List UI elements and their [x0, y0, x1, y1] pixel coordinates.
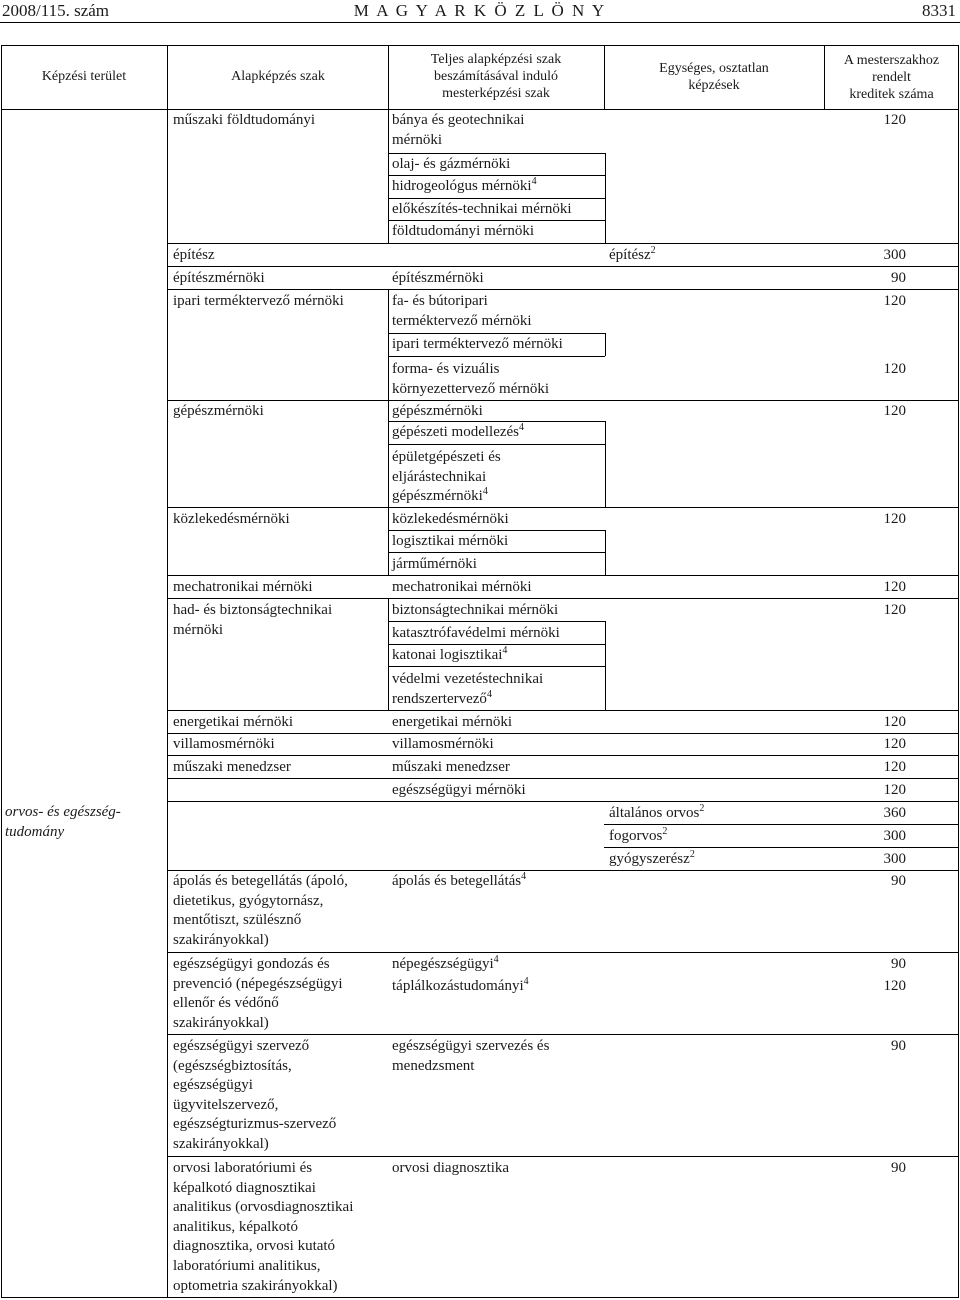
basic-program [173, 1277, 338, 1297]
masters-program [392, 402, 483, 422]
basic-program [173, 975, 343, 995]
row-rule [388, 198, 605, 199]
masters-program-text: biztonságtechnikai mérnöki [392, 602, 559, 618]
masters-program [392, 448, 501, 468]
masters-program-text: forma- és vizuális [392, 361, 500, 377]
masters-program-text: járműmérnöki [392, 556, 477, 572]
basic-program-text: laboratóriumi analitikus, [173, 1258, 321, 1274]
row-rule [168, 870, 958, 871]
credit-value: 120 [883, 782, 906, 798]
credit-value: 90 [891, 873, 906, 889]
row-rule [168, 266, 958, 267]
masters-program-text: ápolás és betegellátás [392, 873, 522, 889]
footnote-mark: 2 [689, 849, 695, 860]
unified-program [609, 804, 704, 824]
masters-program [392, 312, 532, 332]
masters-program-text: gépészeti modellezés [392, 424, 520, 440]
header-field: Képzési terület [41, 69, 127, 84]
header-credits: A mesterszakhoz [843, 53, 940, 68]
basic-program-text: műszaki földtudományi [173, 112, 316, 128]
basic-program-text: (egészségbiztosítás, [173, 1057, 292, 1074]
masters-program [392, 532, 508, 552]
basic-program [173, 578, 313, 598]
basic-program [173, 911, 301, 931]
row-rule [168, 1034, 958, 1035]
credit-value: 300 [883, 828, 906, 844]
masters-program [392, 468, 486, 488]
basic-program-text: diagnosztika, orvosi kutató [173, 1238, 336, 1255]
row-rule [168, 598, 958, 599]
basic-program-text: műszaki menedzser [173, 759, 291, 775]
footnote-mark: 4 [521, 871, 527, 882]
table-left-border [1, 45, 2, 1297]
basic-program [173, 1257, 320, 1277]
row-rule [168, 710, 958, 711]
masters-program [392, 690, 492, 710]
basic-program [173, 1218, 298, 1238]
basic-program [173, 292, 344, 312]
masters-program [392, 292, 488, 312]
cell-rule [605, 530, 606, 575]
col-divider-1 [167, 45, 168, 1297]
row-rule [168, 733, 958, 734]
row-rule [168, 289, 958, 290]
issue-number: 2008/115. szám [2, 1, 110, 20]
masters-program [392, 335, 563, 355]
masters-program [392, 670, 543, 690]
basic-program [173, 1014, 269, 1034]
basic-program [173, 713, 293, 733]
basic-program-text: szakirányokkal) [173, 1136, 269, 1152]
row-rule [168, 755, 958, 756]
masters-program-text: gépészmérnöki [392, 488, 483, 505]
credit-value: 300 [883, 247, 906, 263]
footnote-mark: 2 [662, 826, 668, 837]
unified-program [609, 827, 667, 847]
masters-program [392, 1057, 474, 1077]
basic-program [173, 111, 315, 131]
masters-program-text: rendszertervező [392, 690, 487, 707]
masters-program [392, 555, 477, 575]
row-rule [168, 778, 958, 779]
basic-program [173, 1115, 336, 1135]
basic-program-text: mechatronikai mérnöki [173, 579, 313, 595]
header-unified: Egységes, osztatlan [659, 61, 769, 76]
masters-program-text: mérnöki [392, 131, 442, 148]
basic-program-text: építészmérnöki [173, 270, 265, 286]
masters-program-text: táplálkozástudományi [392, 978, 524, 994]
footnote-mark: 4 [493, 954, 499, 965]
masters-program [392, 1159, 509, 1179]
unified-program-text: gyógyszerész [609, 851, 690, 867]
credit-value: 120 [883, 293, 906, 309]
unified-program-text: fogorvos [609, 828, 663, 844]
basic-program [173, 1037, 309, 1057]
basic-program [173, 601, 332, 621]
masters-program [392, 578, 532, 598]
header-credits: rendelt [872, 70, 911, 85]
masters-program [392, 222, 534, 242]
row-rule [168, 507, 958, 508]
table-bottom-left [1, 1297, 167, 1298]
unified-program [609, 850, 695, 870]
footnote-mark: 4 [502, 645, 508, 656]
masters-program-text: egészségügyi mérnöki [392, 782, 526, 798]
masters-program-text: fa- és bútoripari [392, 293, 488, 309]
masters-program-text: műszaki menedzser [392, 759, 510, 775]
cell-rule [605, 153, 606, 243]
basic-program [173, 269, 265, 289]
basic-program-text: mentőtiszt, szülésznő [173, 912, 302, 929]
table-top-border [1, 45, 958, 46]
masters-program-text: építészmérnöki [392, 270, 484, 286]
masters-program [392, 200, 572, 220]
basic-program-text: építész [173, 247, 215, 263]
row-rule [168, 801, 958, 802]
header-masters: Teljes alapképzési szak [430, 52, 562, 67]
row-rule [388, 444, 605, 445]
credit-value: 300 [883, 851, 906, 867]
basic-program-text: analitikus, képalkotó [173, 1218, 298, 1235]
row-rule [388, 421, 605, 422]
header-bottom-border [1, 109, 958, 110]
row-rule [168, 243, 958, 244]
basic-program [173, 246, 215, 266]
masters-program-text: népegészségügyi [392, 956, 494, 972]
row-rule [388, 333, 605, 334]
cell-rule [388, 507, 389, 575]
basic-program-text: gépészmérnöki [173, 403, 264, 419]
footnote-mark: 4 [486, 688, 492, 700]
masters-program-text: eljárástechnikai [392, 468, 487, 485]
basic-program-text: had- és biztonságtechnikai [173, 602, 333, 618]
masters-program [392, 713, 512, 733]
row-rule [604, 847, 958, 848]
basic-program-text: ellenőr és védőnő [173, 995, 279, 1012]
credit-value: 120 [883, 403, 906, 419]
basic-program [173, 1159, 312, 1179]
cell-rule [605, 421, 606, 507]
masters-program-text: villamosmérnöki [392, 736, 494, 752]
credit-value: 120 [883, 112, 906, 128]
unified-program-text: építész [609, 247, 651, 263]
header-masters: mesterképzési szak [442, 86, 550, 101]
basic-program [173, 735, 275, 755]
masters-program-text: egészségügyi szervezés és [392, 1038, 550, 1054]
credit-value: 90 [891, 270, 906, 286]
journal-title: M A G Y A R K Ö Z L Ö N Y [353, 1, 607, 20]
row-rule [388, 153, 605, 154]
table-right-border [958, 45, 959, 1298]
basic-program [173, 994, 279, 1014]
row-rule [388, 666, 605, 667]
basic-program [173, 872, 348, 892]
masters-program [392, 781, 526, 801]
masters-program-text: olaj- és gázmérnöki [392, 156, 511, 172]
credit-value: 120 [883, 978, 906, 994]
basic-program-text: képalkotó diagnosztikai [173, 1179, 316, 1196]
basic-program [173, 1057, 292, 1077]
credit-value: 90 [891, 956, 906, 972]
basic-program-text: egészségügyi gondozás és [173, 956, 330, 972]
masters-program-text: földtudományi mérnöki [392, 223, 535, 239]
row-rule [388, 644, 605, 645]
credit-value: 120 [883, 736, 906, 752]
row-rule [168, 1156, 958, 1157]
header-masters: beszámításával induló [433, 69, 559, 84]
basic-program [173, 1096, 278, 1116]
cell-rule [388, 400, 389, 507]
masters-program-text: katonai logisztikai [392, 647, 503, 663]
masters-program-text: menedzsment [392, 1057, 475, 1074]
row-rule [388, 220, 605, 221]
row-rule [388, 530, 605, 531]
basic-program-text: optometria szakirányokkal) [173, 1277, 338, 1294]
row-rule [388, 621, 605, 622]
unified-program [609, 246, 656, 266]
credit-value: 120 [883, 602, 906, 618]
row-rule [388, 175, 605, 176]
masters-program [392, 131, 442, 151]
credit-value: 120 [883, 579, 906, 595]
row-rule [388, 356, 605, 357]
row-rule [388, 552, 605, 553]
basic-program-text: közlekedésmérnöki [173, 511, 290, 527]
basic-program-text: egészségturizmus-szervező [173, 1116, 337, 1133]
cell-rule [605, 333, 606, 356]
masters-program-text: hidrogeológus mérnöki [392, 178, 532, 194]
masters-program [392, 360, 499, 380]
basic-program-text: analitikus (orvosdiagnosztikai [173, 1199, 354, 1216]
masters-program-text: gépészmérnöki [392, 403, 483, 419]
masters-program [392, 624, 560, 644]
unified-program-text: általános orvos [609, 805, 700, 821]
credit-value: 90 [891, 1038, 906, 1054]
basic-program-text: orvosi laboratóriumi és [173, 1160, 313, 1176]
basic-program-text: ápolás és betegellátás (ápoló, [173, 873, 348, 889]
basic-program-text: szakirányokkal) [173, 931, 269, 948]
masters-program [392, 646, 507, 666]
masters-program-text: épületgépészeti és [392, 449, 501, 465]
basic-program [173, 1135, 269, 1155]
cell-rule [388, 289, 389, 400]
basic-program-text: szakirányokkal) [173, 1014, 269, 1031]
credit-value: 360 [883, 805, 906, 821]
basic-program [173, 931, 269, 951]
basic-program-text: egészségügyi szervező [173, 1038, 310, 1054]
masters-program-text: katasztrófavédelmi mérnöki [392, 625, 560, 641]
basic-program [173, 621, 223, 641]
masters-program [392, 269, 484, 289]
masters-program [392, 955, 499, 975]
basic-program [173, 758, 291, 778]
masters-program-text: ipari terméktervező mérnöki [392, 336, 563, 352]
basic-program [173, 1179, 316, 1199]
row-rule [168, 575, 958, 576]
basic-program-text: dietetikus, gyógytornász, [173, 892, 324, 909]
header-basic: Alapképzés szak [231, 69, 325, 84]
masters-program-text: környezettervező mérnöki [392, 380, 550, 397]
header-unified: képzések [688, 78, 740, 93]
cell-rule [605, 621, 606, 710]
masters-program [392, 510, 509, 530]
masters-program-text: logisztikai mérnöki [392, 533, 509, 549]
field-label [5, 803, 121, 823]
masters-program [392, 487, 488, 507]
masters-program [392, 1037, 549, 1057]
cell-rule [388, 598, 389, 710]
basic-program [173, 1237, 335, 1257]
basic-program-text: ipari terméktervező mérnöki [173, 293, 344, 309]
basic-program-text: egészségügyi [173, 1077, 253, 1094]
basic-program-text: prevenció (népegészségügyi [173, 975, 343, 992]
masters-program-text: energetikai mérnöki [392, 714, 513, 730]
masters-program-text: terméktervező mérnöki [392, 312, 532, 329]
basic-program [173, 510, 290, 530]
masters-program-text: orvosi diagnosztika [392, 1160, 510, 1176]
field-label-text: tudomány [5, 823, 65, 840]
masters-program [392, 177, 537, 197]
masters-program [392, 758, 510, 778]
masters-program [392, 111, 524, 131]
masters-program-text: bánya és geotechnikai [392, 112, 525, 128]
basic-program [173, 955, 330, 975]
footnote-mark: 4 [519, 422, 525, 433]
masters-program-text: mechatronikai mérnöki [392, 579, 532, 595]
row-rule [168, 952, 958, 953]
basic-program [173, 892, 323, 912]
basic-program-text: ügyvitelszervező, [173, 1096, 279, 1113]
masters-program-text: védelmi vezetéstechnikai [392, 671, 544, 687]
cell-rule [388, 109, 389, 243]
footnote-mark: 4 [482, 486, 488, 498]
masters-program-text: közlekedésmérnöki [392, 511, 509, 527]
basic-program [173, 1076, 253, 1096]
row-rule [168, 400, 958, 401]
masters-program [392, 155, 510, 175]
masters-program-text: előkészítés-technikai mérnöki [392, 201, 572, 217]
footnote-mark: 4 [523, 976, 529, 987]
masters-program [392, 423, 524, 443]
credit-value: 120 [883, 361, 906, 377]
credit-value: 120 [883, 759, 906, 775]
basic-program-text: villamosmérnöki [173, 736, 275, 752]
basic-program-text: energetikai mérnöki [173, 714, 294, 730]
masters-program [392, 601, 558, 621]
basic-program [173, 402, 264, 422]
footnote-mark: 4 [531, 176, 537, 187]
masters-program [392, 977, 529, 997]
row-rule [604, 824, 958, 825]
field-label-text: orvos- és egészség- [5, 804, 121, 820]
credit-value: 90 [891, 1160, 906, 1176]
field-label [5, 823, 64, 843]
masters-program [392, 872, 526, 892]
masters-program [392, 735, 494, 755]
footnote-mark: 2 [699, 803, 705, 814]
masters-program [392, 380, 549, 400]
header-credits: kreditek száma [849, 87, 934, 102]
footnote-mark: 2 [650, 245, 656, 256]
basic-program-text: mérnöki [173, 621, 223, 638]
credit-value: 120 [883, 714, 906, 730]
credit-value: 120 [883, 511, 906, 527]
page-number: 8331 [922, 1, 956, 20]
basic-program [173, 1198, 353, 1218]
